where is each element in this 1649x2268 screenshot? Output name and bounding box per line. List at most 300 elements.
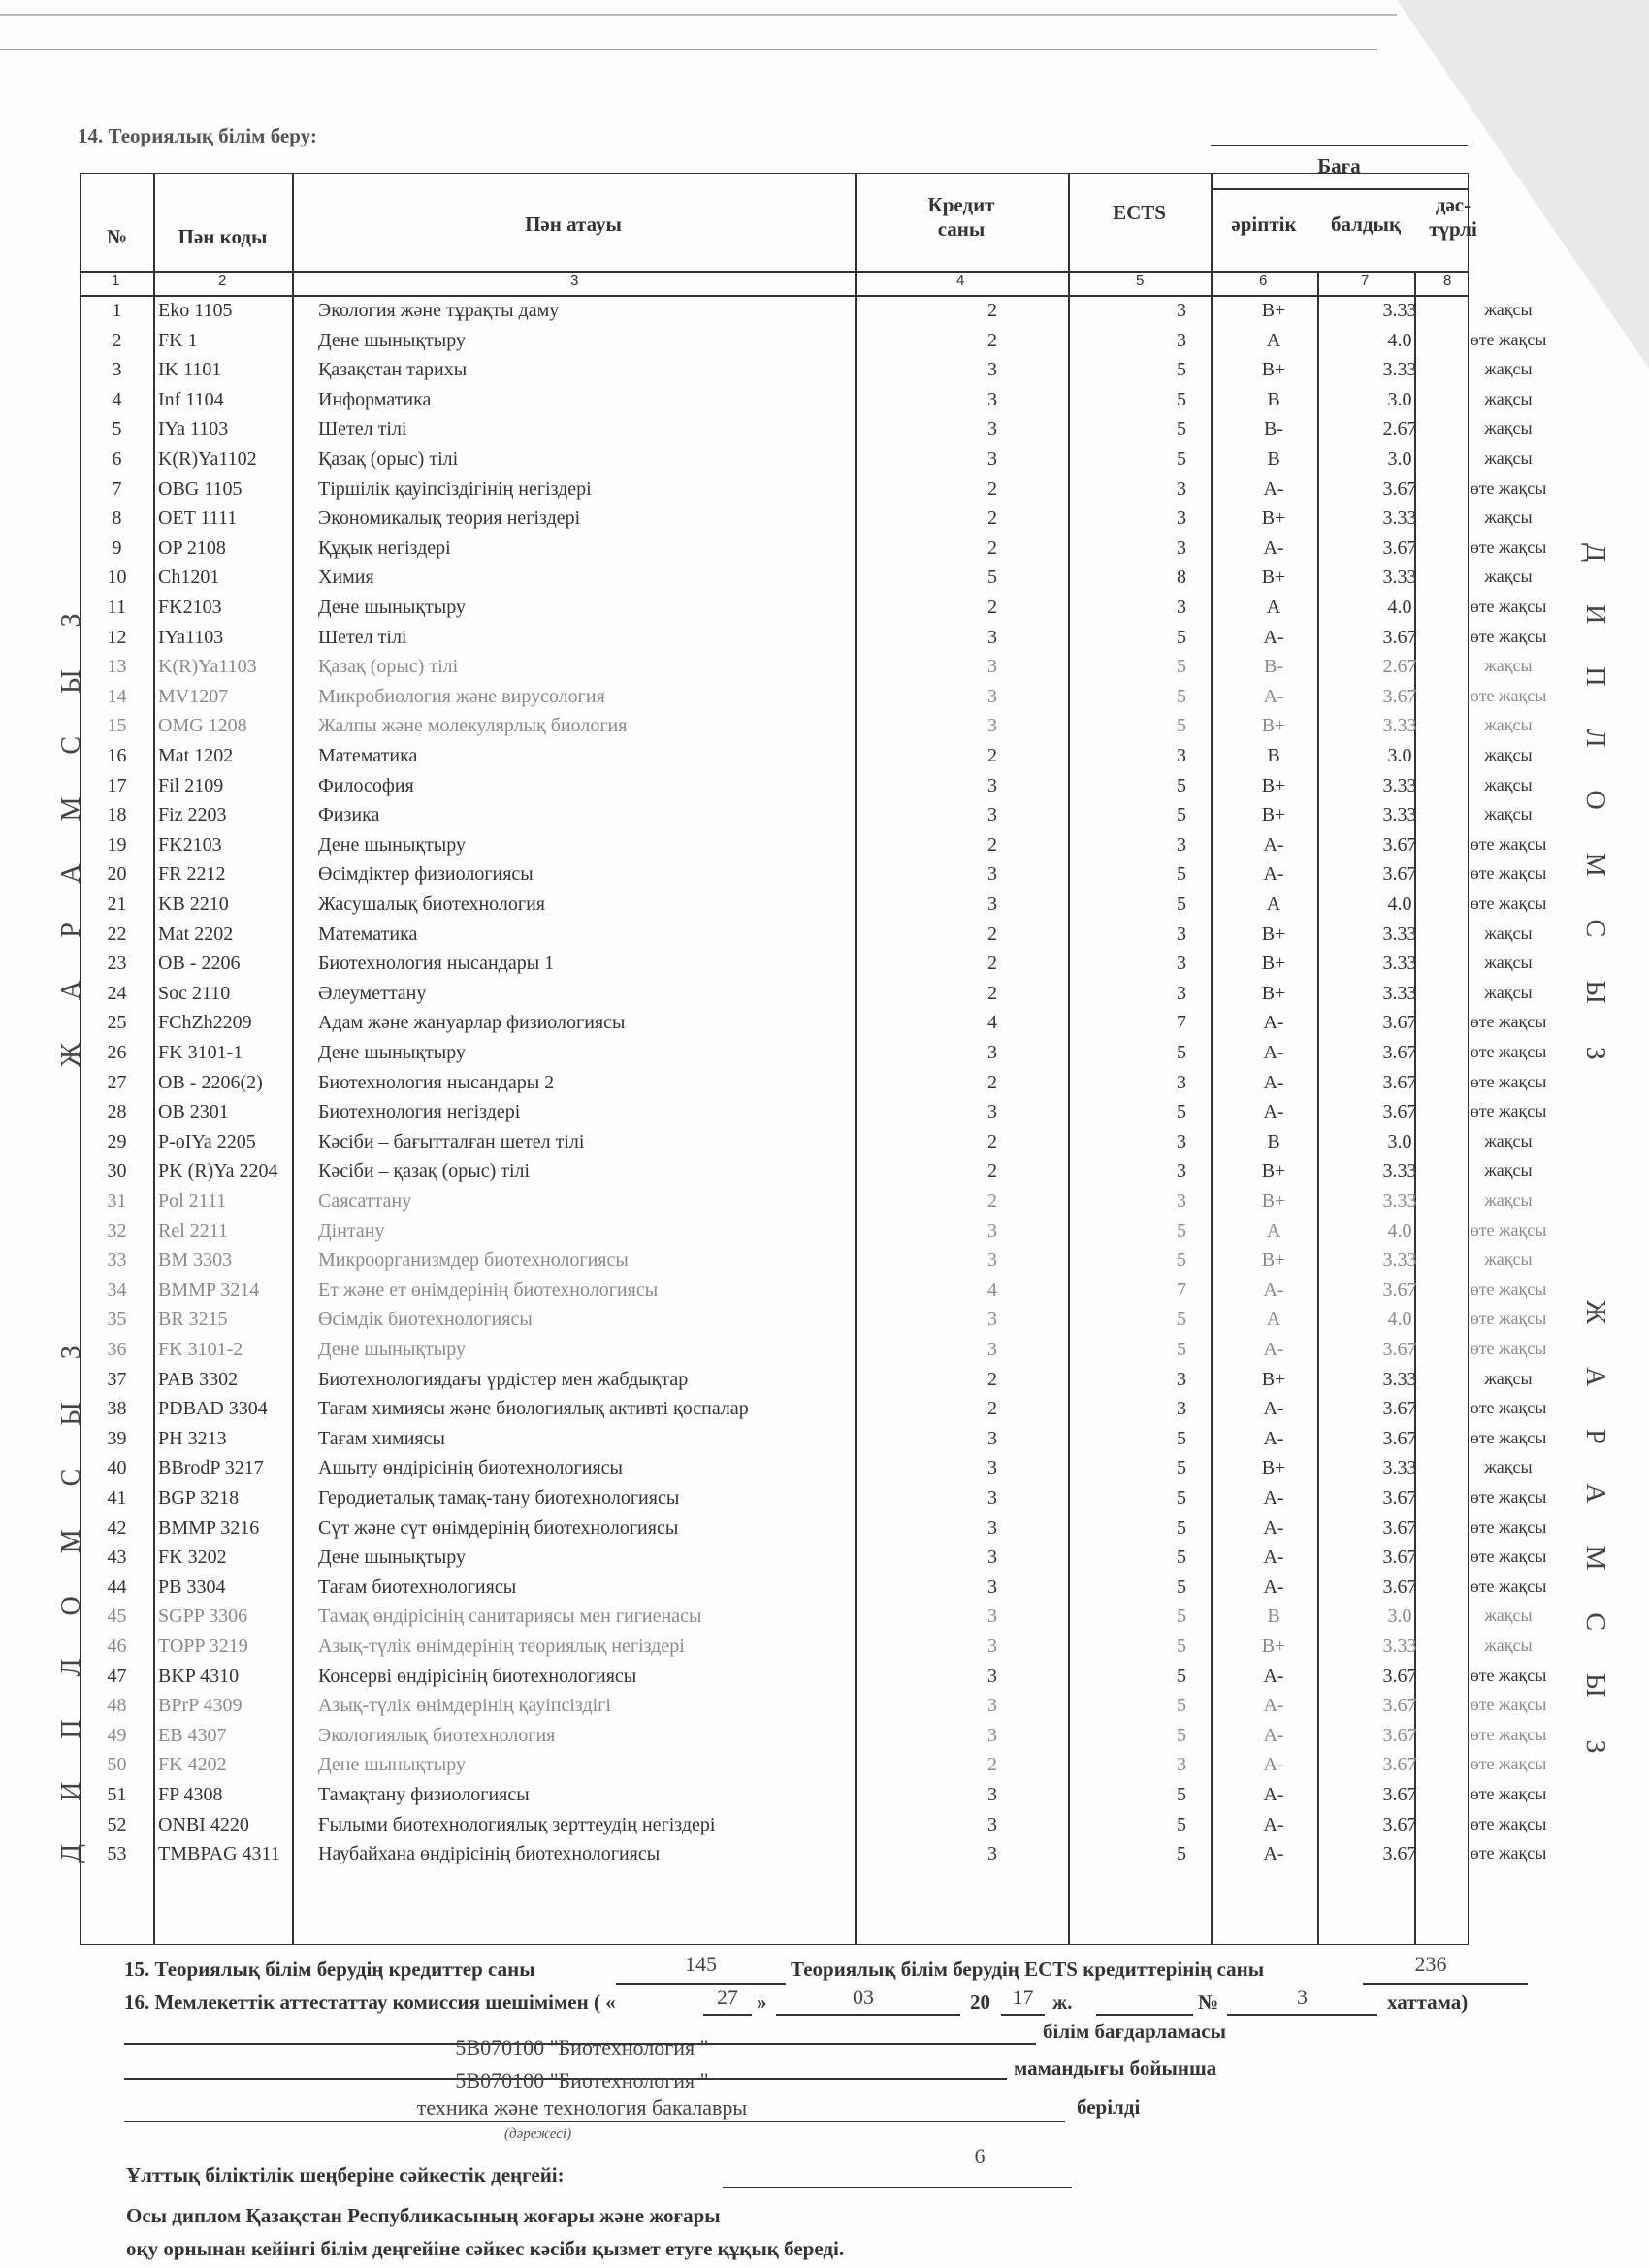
subject-name: Биотехнология негіздері [318, 1101, 521, 1123]
commission-day-close: » [757, 1991, 767, 2014]
letter-grade: B+ [1261, 774, 1286, 796]
ects-cell: 3 [1177, 1754, 1186, 1776]
closing-line-1: Осы диплом Қазақстан Республикасының жоғары және жоғары [126, 2204, 721, 2227]
letter-grade: A- [1263, 477, 1284, 500]
row-number: 10 [107, 567, 127, 589]
letter-grade: A- [1263, 1784, 1284, 1805]
subject-name: Ашыту өндірісінің биотехнологиясы [318, 1457, 623, 1479]
subject-code: IYa 1103 [158, 418, 229, 440]
row-number: 2 [112, 329, 122, 351]
subject-code: PH 3213 [158, 1427, 227, 1449]
letter-grade: A [1266, 597, 1281, 618]
table-row [81, 685, 1547, 715]
row-number: 17 [107, 774, 127, 796]
letter-grade: A- [1263, 1012, 1284, 1034]
row-number: 43 [107, 1546, 127, 1569]
grade-points: 3.67 [1382, 863, 1417, 886]
subject-code: OP 2108 [158, 536, 226, 559]
letter-grade: B [1267, 1130, 1280, 1152]
table-row [81, 1754, 1547, 1783]
ects-cell: 5 [1177, 1813, 1186, 1835]
subject-name: Ет және ет өнімдерінің биотехнологиясы [318, 1279, 659, 1301]
credits-cell: 3 [987, 359, 997, 381]
ects-cell: 5 [1177, 359, 1186, 381]
credits-cell: 2 [987, 477, 997, 500]
traditional-grade: өте жақсы [1470, 1487, 1547, 1507]
traditional-grade: өте жақсы [1470, 1724, 1547, 1744]
subject-code: BKP 4310 [158, 1665, 240, 1687]
section-16-label: 16. Мемлекеттік аттестаттау комиссия шешімімен ( « [124, 1991, 616, 2014]
credits-cell: 2 [987, 1190, 997, 1212]
credits-cell: 5 [987, 567, 997, 589]
table-row [81, 388, 1533, 418]
grade-points: 4.0 [1387, 1219, 1412, 1242]
letter-grade: B+ [1261, 507, 1286, 530]
degree-label: берілді [1077, 2095, 1141, 2119]
letter-grade: A- [1263, 1665, 1284, 1687]
row-number: 51 [107, 1784, 127, 1805]
ects-cell: 5 [1177, 1605, 1186, 1628]
credits-cell: 3 [987, 1101, 997, 1123]
credits-cell: 3 [987, 1516, 997, 1539]
commission-year: 17 [1012, 1985, 1034, 2009]
underline [1227, 2014, 1377, 2016]
letter-grade: A- [1263, 1101, 1284, 1123]
grade-points: 3.33 [1382, 507, 1417, 530]
credits-cell: 3 [987, 418, 997, 440]
letter-grade: A- [1263, 1071, 1284, 1093]
table-row [81, 1130, 1533, 1160]
row-number: 44 [107, 1575, 127, 1598]
credits-cell: 3 [987, 715, 997, 737]
grade-points: 3.67 [1382, 1784, 1417, 1805]
subject-code: PK (R)Ya 2204 [158, 1160, 278, 1183]
row-number: 31 [107, 1190, 127, 1212]
subject-name: Азық-түлік өнімдерінің теориялық негіздері [318, 1636, 685, 1657]
ects-cell: 5 [1177, 1101, 1186, 1123]
row-number: 14 [107, 685, 127, 707]
ects-cell: 5 [1177, 1219, 1186, 1242]
credits-cell: 3 [987, 863, 997, 886]
subject-name: Кәсіби – бағытталған шетел тілі [318, 1130, 585, 1152]
ects-cell: 7 [1177, 1279, 1186, 1301]
ects-cell: 3 [1177, 329, 1186, 351]
ects-cell: 7 [1177, 1012, 1186, 1034]
header-credits-line2: саны [937, 217, 986, 241]
traditional-grade: жақсы [1484, 1457, 1533, 1477]
table-row [81, 863, 1547, 892]
row-number: 6 [112, 448, 122, 470]
subject-name: Ғылыми биотехнологиялық зерттеудің негіздері [318, 1813, 716, 1835]
table-row [81, 1605, 1533, 1635]
column-number: 7 [1361, 273, 1370, 289]
row-number: 13 [107, 656, 127, 678]
traditional-grade: өте жақсы [1470, 329, 1547, 349]
traditional-grade: өте жақсы [1470, 1784, 1547, 1803]
protocol-label: хаттама) [1387, 1991, 1469, 2014]
table-row [81, 1160, 1533, 1189]
credits-cell: 3 [987, 656, 997, 678]
table-row [81, 1339, 1547, 1368]
traditional-grade: өте жақсы [1470, 1398, 1547, 1418]
credits-cell: 2 [987, 300, 997, 321]
row-number: 53 [107, 1843, 127, 1865]
letter-grade: A [1266, 329, 1281, 351]
row-number: 50 [107, 1754, 127, 1776]
row-number: 16 [107, 745, 127, 766]
ects-cell: 5 [1177, 1695, 1186, 1717]
credits-cell: 3 [987, 448, 997, 470]
header-traditional-line1: дәс- [1435, 193, 1471, 216]
letter-grade: B+ [1261, 1190, 1286, 1212]
subject-name: Микробиология және вирусология [318, 685, 605, 707]
traditional-grade: өте жақсы [1470, 477, 1547, 498]
row-number: 37 [107, 1368, 127, 1390]
credits-cell: 3 [987, 1427, 997, 1449]
letter-grade: A- [1263, 1516, 1284, 1539]
grade-points: 3.67 [1382, 1398, 1417, 1420]
table-row [81, 1368, 1533, 1398]
subject-name: Экология және тұрақты даму [318, 300, 560, 321]
table-row [81, 745, 1533, 774]
letter-grade: A- [1263, 1279, 1284, 1301]
table-row [81, 1457, 1533, 1486]
credits-cell: 2 [987, 1160, 997, 1183]
grade-points: 3.67 [1382, 1695, 1417, 1717]
table-row [81, 300, 1533, 329]
credits-cell: 2 [987, 953, 997, 975]
header-grade: Баға [1317, 154, 1361, 178]
credits-cell: 3 [987, 1636, 997, 1657]
subject-name: Математика [318, 923, 418, 945]
ects-cell: 5 [1177, 1843, 1186, 1865]
table-row [81, 1012, 1547, 1041]
letter-grade: B+ [1261, 1636, 1286, 1657]
year-suffix: ж. [1052, 1991, 1073, 2014]
row-number: 39 [107, 1427, 127, 1449]
ects-cell: 5 [1177, 715, 1186, 737]
row-number: 18 [107, 804, 127, 826]
theoretical-credits-value: 145 [685, 1952, 717, 1976]
table-row [81, 1636, 1533, 1665]
ects-cell: 5 [1177, 1457, 1186, 1479]
subject-code: FK2103 [158, 597, 222, 618]
credits-cell: 2 [987, 329, 997, 351]
traditional-grade: өте жақсы [1470, 1279, 1547, 1299]
subject-code: FR 2212 [158, 863, 226, 886]
table-row [81, 893, 1547, 923]
grade-points: 3.33 [1382, 1249, 1417, 1272]
row-number: 4 [112, 388, 122, 410]
traditional-grade: жақсы [1484, 656, 1533, 676]
subject-code: FP 4308 [158, 1784, 223, 1805]
side-stamp-right-top: ДИПЛОМСЫЗ [1580, 543, 1610, 1103]
grades-table [80, 154, 1547, 1945]
table-row [81, 1546, 1547, 1575]
subject-name: Консерві өндірісінің биотехнологиясы [318, 1665, 637, 1687]
table-row [81, 1279, 1547, 1309]
table-divider [1211, 145, 1468, 146]
subject-code: BBrodP 3217 [158, 1457, 264, 1479]
column-number: 1 [112, 273, 120, 289]
row-number: 27 [107, 1071, 127, 1093]
subject-name: Математика [318, 745, 418, 766]
letter-grade: A [1266, 893, 1281, 915]
credits-cell: 4 [987, 1279, 997, 1301]
scan-edge-line [0, 14, 1397, 16]
subject-name: Жалпы және молекулярлық биология [318, 715, 628, 737]
table-row [81, 1843, 1547, 1872]
traditional-grade: өте жақсы [1470, 685, 1547, 705]
traditional-grade: жақсы [1484, 388, 1533, 408]
subject-name: Шетел тілі [318, 626, 407, 648]
traditional-grade: жақсы [1484, 1249, 1533, 1270]
table-row [81, 536, 1547, 567]
traditional-grade: жақсы [1484, 774, 1533, 794]
subject-code: FK 3202 [158, 1546, 227, 1569]
row-number: 1 [112, 300, 122, 321]
subject-code: PDBAD 3304 [158, 1398, 268, 1420]
subject-code: OET 1111 [158, 507, 238, 530]
ects-cell: 5 [1177, 418, 1186, 440]
table-row [81, 418, 1533, 447]
subject-name: Саясаттану [318, 1190, 412, 1212]
ects-cell: 3 [1177, 477, 1186, 500]
degree-value: техника және технология бакалавры [416, 2095, 748, 2120]
row-number: 45 [107, 1605, 127, 1628]
subject-code: K(R)Ya1102 [158, 448, 257, 470]
subject-code: ONBI 4220 [158, 1813, 249, 1835]
row-number: 21 [107, 893, 127, 915]
subject-code: Fil 2109 [158, 774, 224, 796]
credits-cell: 3 [987, 1546, 997, 1569]
grade-points: 4.0 [1387, 597, 1412, 618]
traditional-grade: өте жақсы [1470, 893, 1547, 913]
ects-cell: 5 [1177, 1487, 1186, 1508]
grade-points: 3.33 [1382, 567, 1417, 589]
credits-cell: 2 [987, 536, 997, 559]
subject-code: TMBPAG 4311 [158, 1843, 280, 1865]
row-number: 23 [107, 953, 127, 975]
subject-name: Тағам химиясы және биологиялық активті қоспалар [318, 1398, 749, 1420]
header-name: Пән атауы [525, 212, 622, 236]
ects-cell: 5 [1177, 685, 1186, 707]
row-number: 15 [107, 715, 127, 737]
subject-code: Mat 1202 [158, 745, 234, 766]
grade-points: 3.33 [1382, 953, 1417, 975]
subject-name: Наубайхана өндірісінің биотехнологиясы [318, 1843, 661, 1865]
grade-points: 3.67 [1382, 1279, 1417, 1301]
letter-grade: B+ [1261, 300, 1286, 321]
ects-cell: 5 [1177, 804, 1186, 826]
subject-name: Тағам биотехнологиясы [318, 1575, 517, 1598]
traditional-grade: өте жақсы [1470, 1012, 1547, 1032]
subject-code: Eko 1105 [158, 300, 233, 321]
letter-grade: A- [1263, 1487, 1284, 1508]
traditional-grade: жақсы [1484, 507, 1533, 528]
row-number: 3 [112, 359, 122, 381]
subject-code: EB 4307 [158, 1724, 227, 1746]
traditional-grade: өте жақсы [1470, 1516, 1547, 1537]
table-row [81, 774, 1533, 804]
underline [124, 2121, 1065, 2122]
letter-grade: B- [1264, 656, 1283, 678]
credits-cell: 3 [987, 1605, 997, 1628]
traditional-grade: жақсы [1484, 300, 1533, 319]
credits-cell: 3 [987, 1843, 997, 1865]
ects-cell: 3 [1177, 923, 1186, 945]
grade-points: 3.33 [1382, 1160, 1417, 1183]
credits-cell: 3 [987, 1784, 997, 1805]
underline [703, 2014, 752, 2016]
table-row [81, 1398, 1547, 1427]
row-number: 20 [107, 863, 127, 886]
grade-points: 3.33 [1382, 300, 1417, 321]
credits-cell: 3 [987, 388, 997, 410]
credits-cell: 3 [987, 1813, 997, 1835]
subject-code: P-oIYa 2205 [158, 1130, 256, 1152]
grade-points: 3.67 [1382, 685, 1417, 707]
row-number: 30 [107, 1160, 127, 1183]
letter-grade: B+ [1261, 804, 1286, 826]
grade-points: 2.67 [1382, 656, 1417, 678]
subject-name: Азық-түлік өнімдерінің қауіпсіздігі [318, 1695, 611, 1717]
subject-code: BMMP 3214 [158, 1279, 260, 1301]
traditional-grade: жақсы [1484, 923, 1533, 943]
subject-code: SGPP 3306 [158, 1605, 248, 1628]
header-code: Пән коды [178, 225, 268, 248]
traditional-grade: өте жақсы [1470, 833, 1547, 854]
credits-cell: 2 [987, 833, 997, 856]
number-sign: № [1198, 1991, 1219, 2014]
subject-code: BPrP 4309 [158, 1695, 242, 1717]
row-number: 32 [107, 1219, 127, 1242]
table-row [81, 597, 1547, 626]
ects-cell: 3 [1177, 597, 1186, 618]
row-number: 11 [107, 597, 127, 618]
row-number: 52 [107, 1813, 127, 1835]
traditional-grade: жақсы [1484, 715, 1533, 735]
credits-cell: 3 [987, 1695, 997, 1717]
credits-cell: 2 [987, 597, 997, 618]
grade-points: 3.33 [1382, 982, 1417, 1004]
grade-points: 3.0 [1387, 448, 1412, 470]
row-number: 41 [107, 1487, 127, 1508]
grade-points: 4.0 [1387, 1309, 1412, 1331]
letter-grade: A- [1263, 536, 1284, 559]
traditional-grade: өте жақсы [1470, 863, 1547, 884]
letter-grade: A- [1263, 1754, 1284, 1776]
row-number: 19 [107, 833, 127, 856]
credits-cell: 3 [987, 1575, 997, 1598]
underline [1001, 2014, 1045, 2016]
letter-grade: A- [1263, 685, 1284, 707]
letter-grade: B+ [1261, 923, 1286, 945]
row-number: 48 [107, 1695, 127, 1717]
section-14-title: 14. Теориялық білім беру: [78, 124, 317, 147]
letter-grade: B+ [1261, 982, 1286, 1004]
letter-grade: A- [1263, 1724, 1284, 1746]
protocol-number: 3 [1297, 1985, 1308, 2009]
traditional-grade: өте жақсы [1470, 1843, 1547, 1863]
table-row [81, 1071, 1547, 1101]
row-number: 42 [107, 1516, 127, 1539]
table-row [81, 1042, 1547, 1071]
subject-code: PAB 3302 [158, 1368, 239, 1390]
table-row [81, 1784, 1547, 1813]
ects-cell: 8 [1177, 567, 1186, 589]
credits-cell: 3 [987, 804, 997, 826]
row-number: 33 [107, 1249, 127, 1272]
underline [1096, 2014, 1193, 2016]
row-number: 9 [112, 536, 122, 559]
subject-name: Құқық негіздері [318, 536, 451, 559]
subject-code: Inf 1104 [158, 388, 224, 410]
traditional-grade: жақсы [1484, 804, 1533, 825]
row-number: 29 [107, 1130, 127, 1152]
subject-name: Биотехнология нысандары 2 [318, 1071, 555, 1093]
table-row [81, 953, 1533, 982]
subject-code: IK 1101 [158, 359, 222, 381]
traditional-grade: жақсы [1484, 1130, 1533, 1150]
ects-cell: 3 [1177, 745, 1186, 766]
grade-points: 3.67 [1382, 1754, 1417, 1776]
side-stamp-right-bottom: ЖАРАМСЫЗ [1580, 1300, 1610, 1797]
credits-cell: 3 [987, 1487, 997, 1508]
closing-line-2: оқу орнынан кейінгі білім деңгейіне сәйкес кәсіби қызмет етуге құқық береді. [126, 2237, 845, 2260]
ects-cell: 3 [1177, 507, 1186, 530]
subject-name: Дене шынықтыру [318, 833, 466, 856]
specialty-value: 5В070100 "Биотехнология " [455, 2068, 709, 2092]
ects-cell: 5 [1177, 1546, 1186, 1569]
letter-grade: A- [1263, 1398, 1284, 1420]
table-row [81, 448, 1533, 477]
letter-grade: B [1267, 448, 1280, 470]
grade-points: 3.67 [1382, 1427, 1417, 1449]
letter-grade: A- [1263, 1546, 1284, 1569]
grade-points: 3.33 [1382, 923, 1417, 945]
subject-name: Қазақ (орыс) тілі [318, 448, 459, 470]
subject-name: Сүт және сүт өнімдерінің биотехнологиясы [318, 1516, 679, 1539]
ects-cell: 5 [1177, 1665, 1186, 1687]
subject-code: FK 3101-1 [158, 1042, 243, 1063]
credits-cell: 2 [987, 1754, 997, 1776]
traditional-grade: өте жақсы [1470, 1575, 1547, 1596]
row-number: 46 [107, 1636, 127, 1657]
subject-name: Шетел тілі [318, 418, 407, 440]
credits-cell: 3 [987, 1724, 997, 1746]
traditional-grade: өте жақсы [1470, 1101, 1547, 1121]
grade-points: 3.67 [1382, 1575, 1417, 1598]
year-prefix: 20 [970, 1991, 990, 2014]
row-number: 24 [107, 982, 127, 1004]
table-row [81, 982, 1533, 1012]
ects-cell: 3 [1177, 1398, 1186, 1420]
subject-name: Философия [318, 774, 414, 796]
subject-code: Mat 2202 [158, 923, 234, 945]
subject-code: FK 4202 [158, 1754, 227, 1776]
credits-cell: 2 [987, 1071, 997, 1093]
grade-points: 3.67 [1382, 1843, 1417, 1865]
grade-points: 3.67 [1382, 833, 1417, 856]
grade-points: 3.67 [1382, 477, 1417, 500]
credits-cell: 3 [987, 774, 997, 796]
subject-name: Дене шынықтыру [318, 1042, 466, 1063]
table-row [81, 359, 1533, 388]
table-row [81, 626, 1547, 656]
subject-code: Rel 2211 [158, 1219, 229, 1242]
subject-name: Химия [318, 567, 374, 589]
